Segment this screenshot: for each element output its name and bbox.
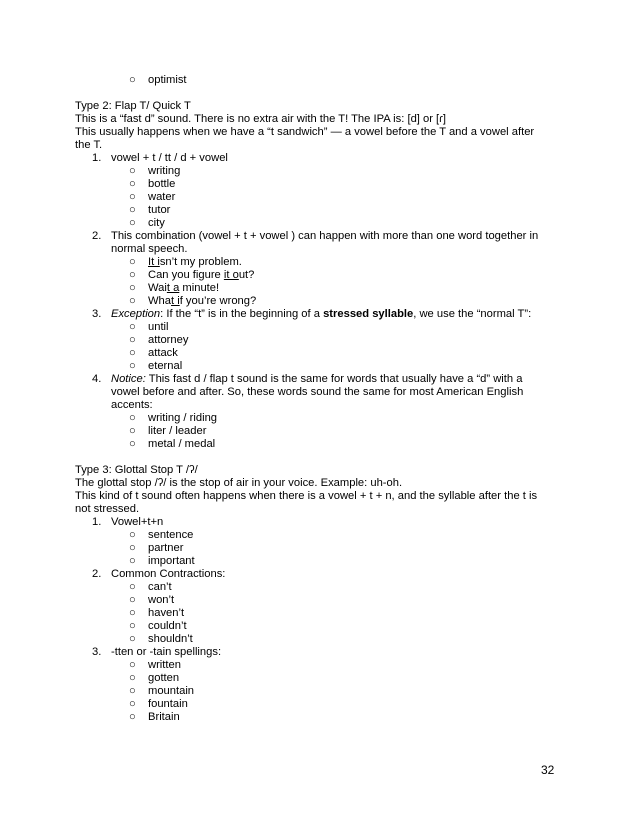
- list-item: haven’t: [148, 607, 185, 619]
- list-number: 2.: [92, 568, 102, 580]
- list-item: writing: [148, 165, 181, 177]
- bullet-icon: ○: [129, 594, 136, 606]
- example-rest: ut?: [238, 269, 255, 281]
- list-text: [111, 373, 522, 386]
- list-item: metal / medal: [148, 438, 216, 450]
- list-text: This combination (vowel + t + vowel ) can happen with more than one word together in: [111, 230, 539, 242]
- list-item: water: [148, 191, 176, 203]
- list-item: tutor: [148, 204, 171, 216]
- bullet-icon: ○: [129, 529, 136, 541]
- list-text: vowel + t / tt / d + vowel: [111, 152, 228, 164]
- list-number: 1.: [92, 152, 102, 164]
- list-number: 3.: [92, 308, 102, 320]
- bullet-icon: ○: [129, 360, 136, 372]
- list-item: gotten: [148, 672, 180, 684]
- paragraph: This kind of t sound often happens when there is a vowel + t + n, and the syllable after the t is: [75, 490, 538, 502]
- list-text: vowel before and after. So, these words sound the same for most American English: [111, 386, 524, 398]
- bullet-icon: ○: [129, 672, 136, 684]
- example-sentence: [148, 269, 254, 282]
- linked-sound: t a: [166, 282, 180, 294]
- list-item: attack: [148, 347, 178, 359]
- example-sentence: [148, 295, 256, 308]
- bullet-icon: ○: [129, 425, 136, 437]
- list-item: optimist: [148, 74, 187, 86]
- list-item: attorney: [148, 334, 189, 346]
- linked-sound: it o: [223, 269, 239, 281]
- paragraph: not stressed.: [75, 503, 140, 515]
- list-item: writing / riding: [148, 412, 218, 424]
- bullet-icon: ○: [129, 698, 136, 710]
- list-item: liter / leader: [148, 425, 207, 437]
- linked-sound: t i: [171, 295, 180, 307]
- list-text: normal speech.: [111, 243, 188, 255]
- bullet-icon: ○: [129, 685, 136, 697]
- bullet-icon: ○: [129, 347, 136, 359]
- example-rest: f you’re wrong?: [179, 295, 257, 307]
- bullet-icon: ○: [129, 334, 136, 346]
- list-text-part: : If the “t” is in the beginning of a: [160, 308, 324, 320]
- bullet-icon: ○: [129, 191, 136, 203]
- list-item: sentence: [148, 529, 194, 541]
- list-item: until: [148, 321, 169, 333]
- list-text: accents:: [111, 399, 153, 411]
- example-sentence: [148, 282, 219, 295]
- page-number: 32: [541, 763, 555, 777]
- bullet-icon: ○: [129, 295, 136, 307]
- bullet-icon: ○: [129, 269, 136, 281]
- example-rest: minute!: [179, 282, 220, 294]
- paragraph: This usually happens when we have a “t sandwich” — a vowel before the T and a vowel after: [75, 126, 535, 138]
- bullet-icon: ○: [129, 633, 136, 645]
- linked-sound: It i: [148, 256, 160, 268]
- bullet-icon: ○: [129, 438, 136, 450]
- list-text: [111, 308, 531, 321]
- list-number: 2.: [92, 230, 102, 242]
- list-text: -tten or -tain spellings:: [111, 646, 222, 658]
- list-item: bottle: [148, 178, 176, 190]
- list-text-part: This fast d / flap t sound is the same for words that usually have a “d” with a: [145, 373, 523, 385]
- exception-label: Exception: [111, 308, 161, 320]
- bullet-icon: ○: [129, 659, 136, 671]
- bullet-icon: ○: [129, 555, 136, 567]
- list-item: shouldn’t: [148, 633, 193, 645]
- bullet-icon: ○: [129, 581, 136, 593]
- list-item: can’t: [148, 581, 172, 593]
- list-number: 3.: [92, 646, 102, 658]
- bullet-icon: ○: [129, 607, 136, 619]
- section-heading: Type 3: Glottal Stop T /ʔ/: [75, 464, 198, 476]
- list-text-part: , we use the “normal T”:: [413, 308, 532, 320]
- example-sentence: [148, 256, 242, 269]
- example-pre: Wai: [148, 282, 167, 294]
- bullet-icon: ○: [129, 412, 136, 424]
- list-item: eternal: [148, 360, 183, 372]
- list-number: 4.: [92, 373, 102, 385]
- list-item: written: [148, 659, 181, 671]
- paragraph: The glottal stop /ʔ/ is the stop of air in your voice. Example: uh-oh.: [75, 477, 403, 489]
- list-item: Britain: [148, 711, 180, 723]
- list-item: won’t: [148, 594, 175, 606]
- paragraph: the T.: [75, 139, 103, 151]
- list-item: couldn’t: [148, 620, 187, 632]
- list-item: mountain: [148, 685, 195, 697]
- list-text: Vowel+t+n: [111, 516, 164, 528]
- list-item: fountain: [148, 698, 188, 710]
- list-item: partner: [148, 542, 184, 554]
- bullet-icon: ○: [129, 178, 136, 190]
- list-text: Common Contractions:: [111, 568, 226, 580]
- bullet-icon: ○: [129, 620, 136, 632]
- example-pre: Wha: [148, 295, 172, 307]
- paragraph: This is a “fast d” sound. There is no extra air with the T! The IPA is: [d] or [ɾ]: [75, 113, 446, 125]
- example-pre: Can you figure: [148, 269, 224, 281]
- bullet-icon: ○: [129, 711, 136, 723]
- bullet-icon: ○: [129, 74, 136, 86]
- bullet-icon: ○: [129, 256, 136, 268]
- bullet-icon: ○: [129, 217, 136, 229]
- bullet-icon: ○: [129, 204, 136, 216]
- bold-term: stressed syllable: [323, 308, 414, 320]
- list-item: city: [148, 217, 165, 229]
- bullet-icon: ○: [129, 321, 136, 333]
- bullet-icon: ○: [129, 282, 136, 294]
- example-rest: sn’t my problem.: [159, 256, 242, 268]
- section-heading: Type 2: Flap T/ Quick T: [75, 100, 191, 112]
- bullet-icon: ○: [129, 542, 136, 554]
- list-item: important: [148, 555, 195, 567]
- bullet-icon: ○: [129, 165, 136, 177]
- notice-label: Notice:: [111, 373, 146, 385]
- list-number: 1.: [92, 516, 102, 528]
